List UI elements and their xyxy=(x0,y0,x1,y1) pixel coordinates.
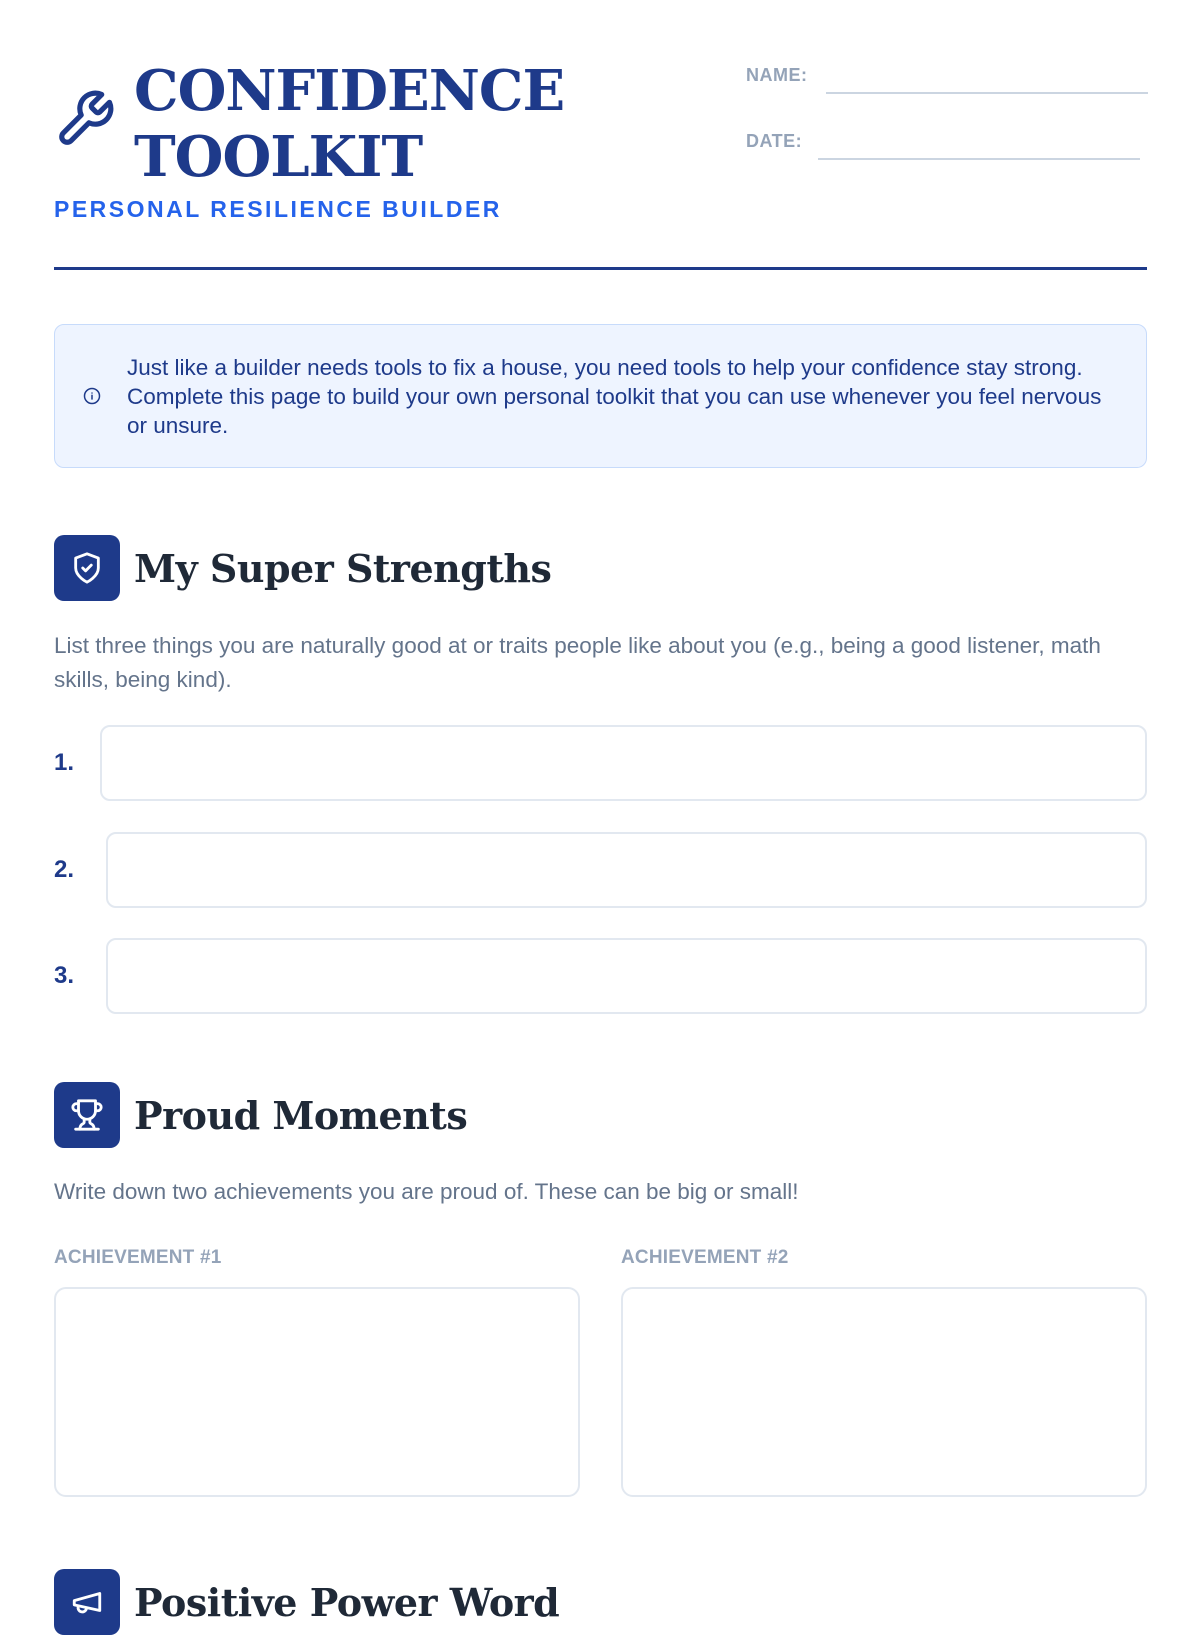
name-row xyxy=(746,58,1148,94)
strength-input-3[interactable] xyxy=(106,938,1147,1014)
name-label: NAME: xyxy=(746,65,808,85)
trophy-icon xyxy=(70,1098,104,1132)
strengths-title: My Super Strengths xyxy=(134,545,552,591)
shield-check-icon xyxy=(70,551,104,585)
strength-number: 1. xyxy=(54,749,75,776)
achievement-1-input[interactable] xyxy=(54,1287,580,1497)
strength-input-2[interactable] xyxy=(106,832,1147,908)
achievement-2-input[interactable] xyxy=(621,1287,1147,1497)
proud-moments-header xyxy=(54,1082,467,1148)
info-icon xyxy=(83,387,101,405)
meta-fields xyxy=(746,58,1148,190)
page-title xyxy=(134,58,564,190)
achievement-1-label: ACHIEVEMENT #1 xyxy=(54,1247,222,1268)
strengths-icon-badge xyxy=(54,535,120,601)
strength-row-2 xyxy=(54,830,1147,910)
megaphone-icon xyxy=(70,1585,104,1619)
date-row xyxy=(746,124,1148,160)
worksheet-page xyxy=(54,0,1147,1625)
strength-row-3 xyxy=(54,936,1147,1016)
title-line-1: CONFIDENCE xyxy=(134,58,565,124)
proud-moments-icon-badge xyxy=(54,1082,120,1148)
page-subtitle: PERSONAL RESILIENCE BUILDER xyxy=(54,196,502,222)
header-divider xyxy=(54,267,1147,270)
brand xyxy=(54,58,564,190)
date-field[interactable] xyxy=(818,124,1140,160)
power-word-title: Positive Power Word xyxy=(134,1579,560,1625)
title-line-2: TOOLKIT xyxy=(134,124,423,190)
wrench-icon xyxy=(54,88,116,150)
date-label: DATE: xyxy=(746,131,803,151)
proud-moments-description: Write down two achievements you are proud of. These can be big or small! xyxy=(54,1179,799,1204)
power-word-icon-badge xyxy=(54,1569,120,1635)
achievement-2-label: ACHIEVEMENT #2 xyxy=(621,1247,789,1268)
power-word-header xyxy=(54,1569,559,1635)
strengths-header xyxy=(54,535,551,601)
strength-input-1[interactable] xyxy=(100,725,1147,801)
header xyxy=(54,0,1147,270)
intro-text: Just like a builder needs tools to fix a house, you need tools to help your confidence stay strong. Complete this page to build your own personal toolkit that you can use whenever you feel nervous or unsure. xyxy=(127,355,1102,438)
strength-row-1 xyxy=(54,723,1147,803)
name-field[interactable] xyxy=(826,58,1148,94)
achievement-1 xyxy=(54,1247,580,1497)
strength-number: 2. xyxy=(54,856,75,883)
achievement-2 xyxy=(621,1247,1147,1497)
proud-moments-title: Proud Moments xyxy=(134,1092,468,1138)
intro-box xyxy=(54,324,1147,468)
strength-number: 3. xyxy=(54,962,75,989)
strengths-description: List three things you are naturally good at or traits people like about you (e.g., being a good listener, math skills, being kind). xyxy=(54,633,1101,692)
